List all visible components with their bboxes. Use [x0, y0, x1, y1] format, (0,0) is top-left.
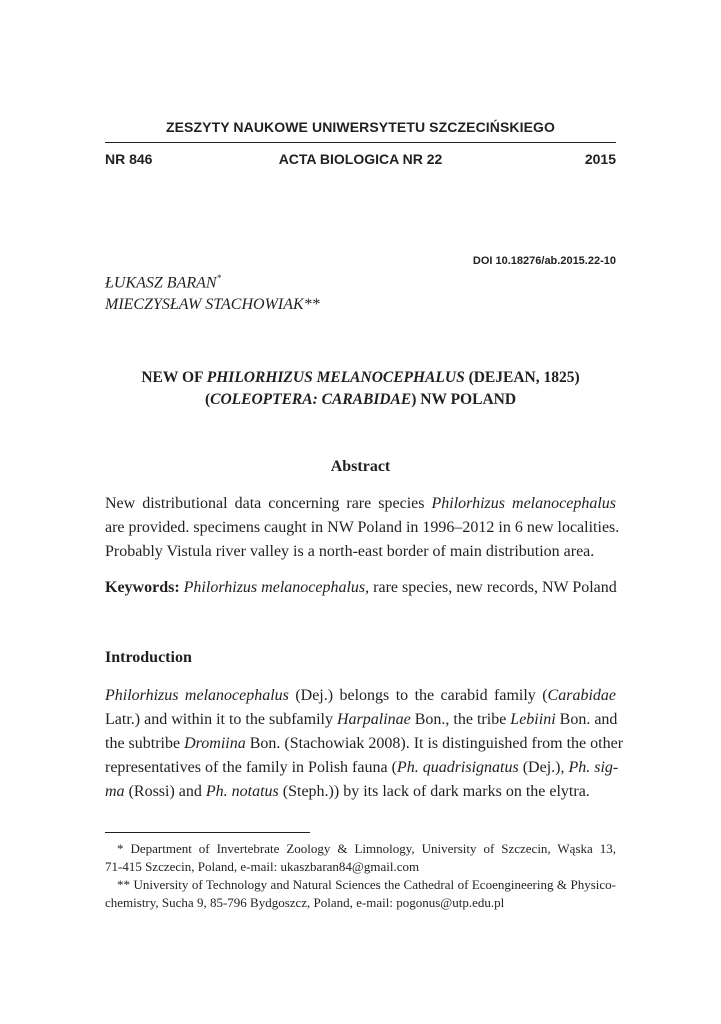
author-1-name: ŁUKASZ BARAN — [105, 274, 217, 292]
author-2 — [105, 296, 320, 314]
keywords-label: Keywords: — [105, 579, 180, 596]
intro-text: (Rossi) and — [124, 783, 206, 800]
author-1-mark: * — [216, 273, 222, 283]
keywords-line — [105, 576, 616, 600]
intro-line — [105, 732, 624, 756]
issue-number: NR 846 — [105, 151, 153, 167]
doi: DOI 10.18276/ab.2015.22-10 — [472, 255, 616, 267]
intro-species: ma — [105, 783, 125, 800]
intro-line — [105, 756, 619, 780]
series-name: ACTA BIOLOGICA NR 22 — [278, 151, 443, 167]
title-species: PHILORHIZUS MELANOCEPHALUS — [206, 369, 465, 386]
intro-line — [105, 684, 616, 708]
intro-text: the subtribe — [105, 735, 185, 752]
author-2-name: MIECZYSŁAW STACHOWIAK** — [105, 296, 320, 313]
publication-year: 2015 — [584, 151, 616, 167]
footnote-rule — [105, 832, 310, 833]
intro-text: (Steph.)) by its lack of dark marks on the elytra. — [278, 783, 590, 800]
intro-species: Ph. notatus — [205, 783, 279, 800]
intro-taxon: Dromiina — [184, 735, 246, 752]
title-text: (DEJEAN, 1825) — [464, 369, 580, 386]
journal-name: ZESZYTY NAUKOWE UNIWERSYTETU SZCZECIŃSKIEGO — [165, 119, 556, 135]
abstract-heading: Abstract — [330, 458, 391, 475]
abstract-line: Probably Vistula river valley is a north-east border of main distribution area. — [105, 543, 595, 560]
abstract-line: are provided. specimens caught in NW Poland in 1996–2012 in 6 new localities. — [105, 519, 620, 536]
footnote-line: ** University of Technology and Natural Sciences the Cathedral of Ecoengineering & Physico- — [117, 877, 616, 892]
introduction-body — [105, 684, 624, 804]
intro-species: Philorhizus melanocephalus — [105, 687, 289, 704]
intro-text: Bon., the tribe — [410, 711, 511, 728]
title-text: ) NW POLAND — [411, 391, 517, 408]
footnote-line: 71-415 Szczecin, Poland, e-mail: ukaszbaran84@gmail.com — [105, 859, 420, 874]
abstract-text: New distributional data concerning rare species — [105, 495, 432, 512]
intro-text: (Dej.) belongs to the carabid family ( — [288, 687, 548, 704]
title-text: ( — [204, 391, 211, 408]
footnote-2 — [105, 876, 616, 912]
intro-text: Bon. (Stachowiak 2008). It is distinguished from the other — [245, 735, 624, 752]
abstract-species: Philorhizus melanocephalus — [431, 495, 617, 512]
abstract-line — [105, 492, 616, 516]
title-line-1 — [105, 367, 616, 389]
keywords-text: rare species, new records, NW Poland — [369, 579, 617, 596]
intro-species: Ph. quadrisignatus — [396, 759, 519, 776]
keywords-species: Philorhizus melanocephalus, — [183, 579, 370, 596]
intro-text: (Dej.), — [518, 759, 569, 776]
intro-text: representatives of the family in Polish fauna ( — [105, 759, 397, 776]
footnote-1 — [105, 840, 616, 876]
footnote-line: chemistry, Sucha 9, 85-796 Bydgoszcz, Poland, e-mail: pogonus@utp.edu.pl — [105, 895, 505, 910]
intro-taxon: Harpalinae — [336, 711, 411, 728]
intro-line — [105, 780, 616, 804]
footnote-line: * Department of Invertebrate Zoology & Limnology, University of Szczecin, Wąska 13, — [117, 841, 616, 856]
introduction-heading: Introduction — [105, 649, 192, 666]
paper-title — [105, 367, 616, 411]
header-rule — [105, 142, 616, 143]
abstract-body — [105, 492, 620, 564]
intro-line — [105, 708, 616, 732]
title-line-2 — [105, 389, 616, 411]
title-taxon: COLEOPTERA: CARABIDAE — [210, 391, 412, 408]
intro-species: Ph. sig- — [568, 759, 619, 776]
intro-taxon: Carabidae — [547, 687, 616, 704]
intro-taxon: Lebiini — [510, 711, 556, 728]
intro-text: Latr.) and within it to the subfamily — [105, 711, 337, 728]
keywords — [105, 576, 616, 600]
intro-text: Bon. and — [555, 711, 618, 728]
title-text: NEW OF — [141, 369, 207, 386]
author-1 — [105, 273, 221, 292]
